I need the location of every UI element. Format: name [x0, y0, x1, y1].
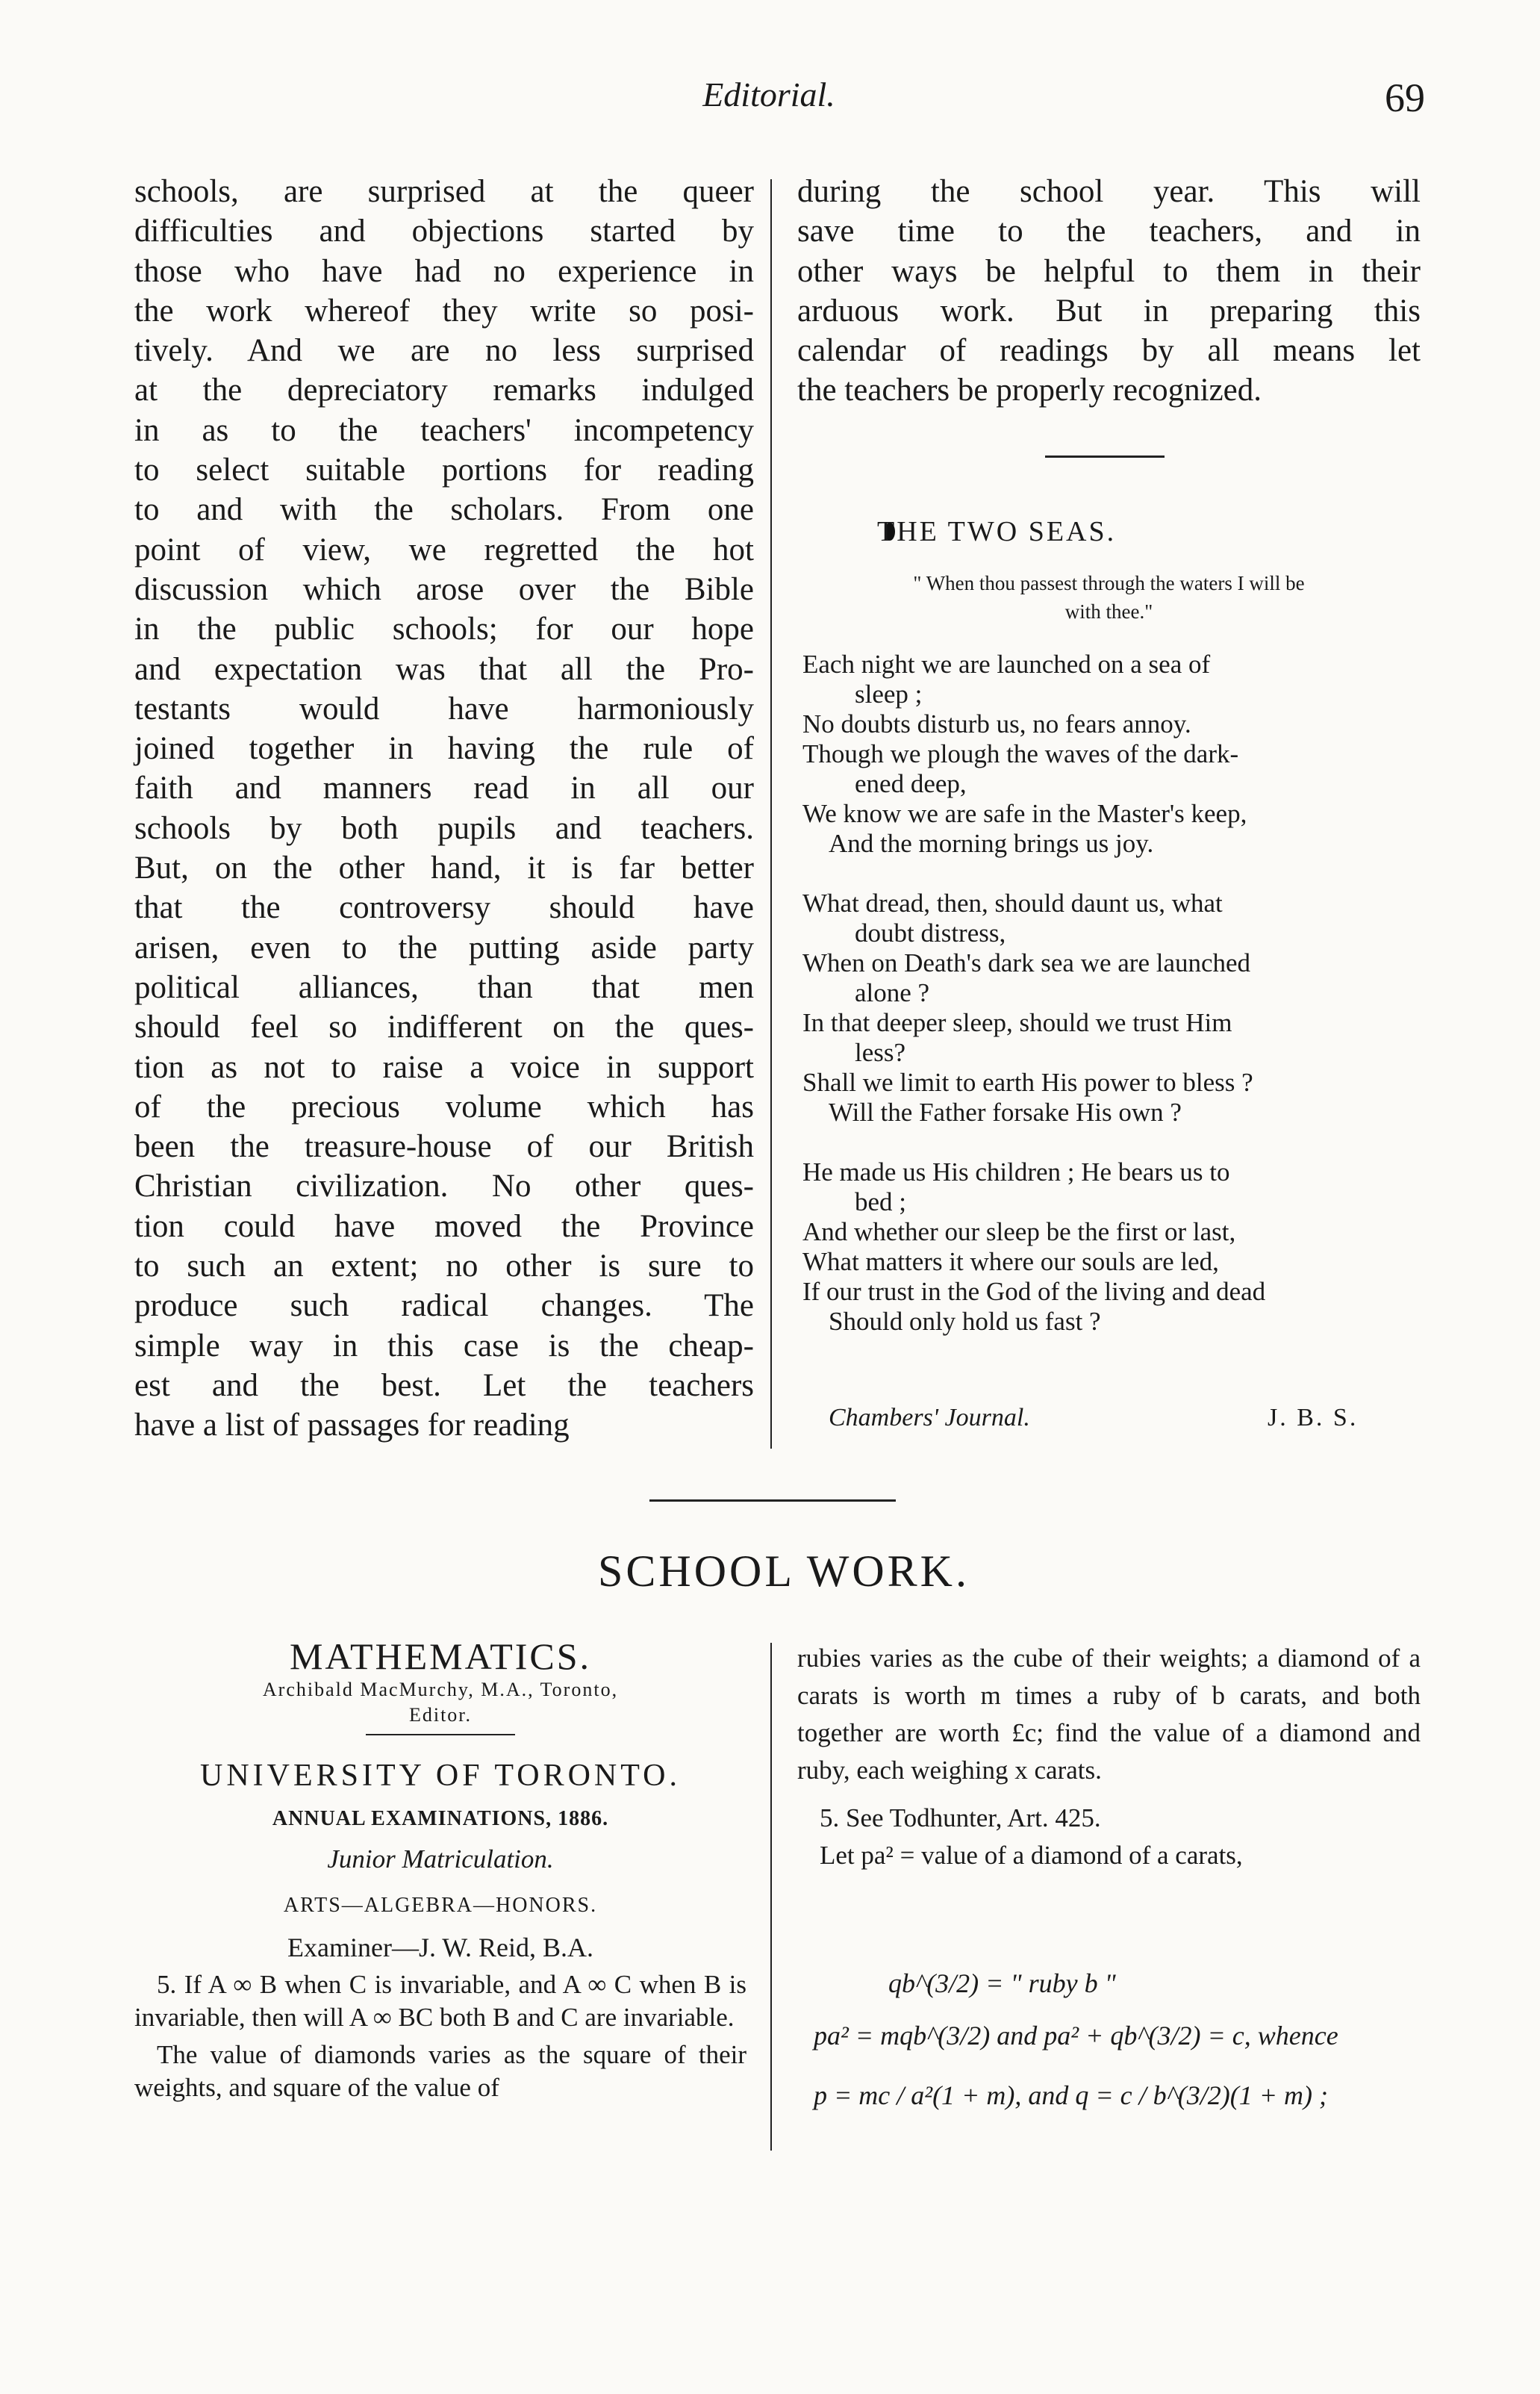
problem-continued: rubies varies as the cube of their weights; a diamond of a carats is worth m times a ruby of b carats, and both together are worth £c; find the value of a diamond and ruby, each weighing x carats.	[797, 1644, 1421, 1785]
text-line: tion as not to raise a voice in support	[134, 1049, 754, 1085]
poem-line: What dread, then, should daunt us, what	[802, 889, 1223, 918]
text-line: other ways be helpful to them in their	[797, 253, 1421, 289]
question-5: 5. If A ∞ B when C is invariable, and A ∞ C when B is invariable, then will A ∞ BC both B and C are invariable.	[134, 1970, 746, 2032]
text-line: been the treasure-house of our British	[134, 1129, 754, 1165]
text-line: simple way in this case is the cheap-	[134, 1328, 754, 1364]
poem-body	[802, 650, 1422, 1367]
text-line: testants would have harmoniously	[134, 691, 754, 727]
poem-stanza	[802, 889, 1422, 1128]
text-line: faith and manners read in all our	[134, 771, 754, 806]
mathematics-heading: MATHEMATICS.	[289, 1635, 592, 1677]
poem-line: And the morning brings us joy.	[829, 829, 1154, 858]
text-line: arduous work. But in preparing this	[797, 293, 1421, 329]
text-line: schools by both pupils and teachers.	[134, 810, 754, 846]
poem-line: We know we are safe in the Master's keep,	[802, 799, 1247, 828]
poem-line: less?	[855, 1038, 906, 1067]
todhunter-reference: 5. See Todhunter, Art. 425.	[820, 1803, 1101, 1832]
text-line: tively. And we are no less surprised	[134, 333, 754, 369]
equation-ruby: qb^(3/2) = " ruby b "	[888, 1968, 1116, 1998]
poem-epigraph	[797, 569, 1421, 626]
text-line: those who have had no experience in	[134, 253, 754, 289]
poem-line: And whether our sleep be the first or last,	[802, 1217, 1236, 1246]
page-number: 69	[1385, 75, 1425, 120]
text-line: the teachers be properly recognized.	[797, 373, 1262, 408]
poem-line: bed ;	[855, 1187, 907, 1216]
poem-line: alone ?	[855, 978, 930, 1007]
text-line: the work whereof they write so posi-	[134, 293, 754, 329]
subject-line: ARTS—ALGEBRA—HONORS.	[283, 1894, 598, 1917]
text-line: calendar of readings by all means let	[797, 333, 1421, 369]
text-line: schools, are surprised at the queer	[134, 174, 754, 209]
text-line: tion could have moved the Province	[134, 1208, 754, 1244]
poem-author: J. B. S.	[1268, 1404, 1359, 1431]
text-line: to select suitable portions for reading	[134, 453, 754, 488]
diamond-problem: The value of diamonds varies as the square of their weights, and square of the value of	[134, 2040, 746, 2102]
editorial-left-column	[134, 172, 754, 1446]
short-divider	[1045, 456, 1165, 458]
text-line: But, on the other hand, it is far better	[134, 851, 754, 886]
poem-stanza	[802, 650, 1422, 859]
poem-line: When on Death's dark sea we are launched	[802, 948, 1251, 977]
equation-sum: pa² = mqb^(3/2) and pa² + qb^(3/2) = c, whence	[814, 2021, 1338, 2051]
text-line: should feel so indifferent on the ques-	[134, 1010, 754, 1045]
poem-line: doubt distress,	[855, 918, 1006, 948]
running-title: Editorial.	[702, 75, 835, 114]
text-line: Christian civilization. No other ques-	[134, 1169, 754, 1204]
text-line: at the depreciatory remarks indulged	[134, 373, 754, 408]
column-divider-bottom	[770, 1643, 772, 2151]
equation-solution: p = mc / a²(1 + m), and q = c / b^(3/2)(1 + m) ;	[814, 2080, 1329, 2110]
text-line: discussion which arose over the Bible	[134, 571, 754, 607]
text-line: political alliances, than that men	[134, 969, 754, 1005]
text-line: during the school year. This will	[797, 174, 1421, 209]
text-line: that the controversy should have	[134, 890, 754, 926]
editor-line: Archibald MacMurchy, M.A., Toronto,	[262, 1679, 619, 1700]
text-line: joined together in having the rule of	[134, 731, 754, 767]
text-line: arisen, even to the putting aside party	[134, 930, 754, 966]
text-line: difficulties and objections started by	[134, 214, 754, 249]
university-heading: UNIVERSITY OF TORONTO.	[200, 1759, 681, 1793]
poem-line: sleep ;	[855, 680, 923, 709]
text-line: to such an extent; no other is sure to	[134, 1249, 754, 1284]
editorial-right-column	[797, 172, 1421, 411]
poem-source: Chambers' Journal.	[829, 1404, 1030, 1431]
editor-line: Editor.	[408, 1704, 473, 1726]
poem-line: Each night we are launched on a sea of	[802, 650, 1211, 679]
text-line: in as to the teachers' incompetency	[134, 412, 754, 448]
math-solution-column	[797, 1635, 1421, 1874]
short-rule	[366, 1734, 515, 1735]
poem-stanza	[802, 1157, 1422, 1337]
section-title: SCHOOL WORK.	[597, 1546, 970, 1596]
text-line: save time to the teachers, and in	[797, 214, 1421, 249]
text-line: point of view, we regretted the hot	[134, 532, 754, 568]
text-line: have a list of passages for reading	[134, 1408, 570, 1443]
text-line: to and with the scholars. From one	[134, 492, 754, 528]
text-line: produce such radical changes. The	[134, 1288, 754, 1324]
epigraph-line: with thee."	[1064, 600, 1153, 623]
mathematics-column	[134, 1635, 746, 2104]
poem-line: Shall we limit to earth His power to bless ?	[802, 1068, 1253, 1097]
poem-title: THE TWO SEAS.	[877, 516, 1117, 547]
poem-line: What matters it where our souls are led,	[802, 1247, 1219, 1276]
text-line: in the public schools; for our hope	[134, 612, 754, 647]
text-line: of the precious volume which has	[134, 1089, 754, 1125]
examiner-line: Examiner—J. W. Reid, B.A.	[287, 1933, 593, 1962]
text-line: est and the best. Let the teachers	[134, 1367, 754, 1403]
poem-line: ened deep,	[855, 769, 967, 798]
text-line: and expectation was that all the Pro-	[134, 651, 754, 687]
annual-exams: ANNUAL EXAMINATIONS, 1886.	[272, 1807, 609, 1830]
poem-line: Should only hold us fast ?	[829, 1307, 1101, 1336]
column-divider-top	[770, 179, 772, 1449]
let-statement: Let pa² = value of a diamond of a carats,	[820, 1841, 1243, 1870]
poem-line: In that deeper sleep, should we trust Him	[802, 1008, 1232, 1037]
junior-matriculation: Junior Matriculation.	[327, 1844, 554, 1874]
epigraph-line: " When thou passest through the waters I will be	[913, 572, 1305, 594]
poem-line: Will the Father forsake His own ?	[829, 1098, 1182, 1127]
poem-line: No doubts disturb us, no fears annoy.	[802, 709, 1191, 739]
poem-line: Though we plough the waves of the dark-	[802, 739, 1239, 768]
section-divider	[649, 1499, 896, 1502]
poem-line: He made us His children ; He bears us to	[802, 1157, 1230, 1187]
poem-line: If our trust in the God of the living and dead	[802, 1277, 1266, 1306]
